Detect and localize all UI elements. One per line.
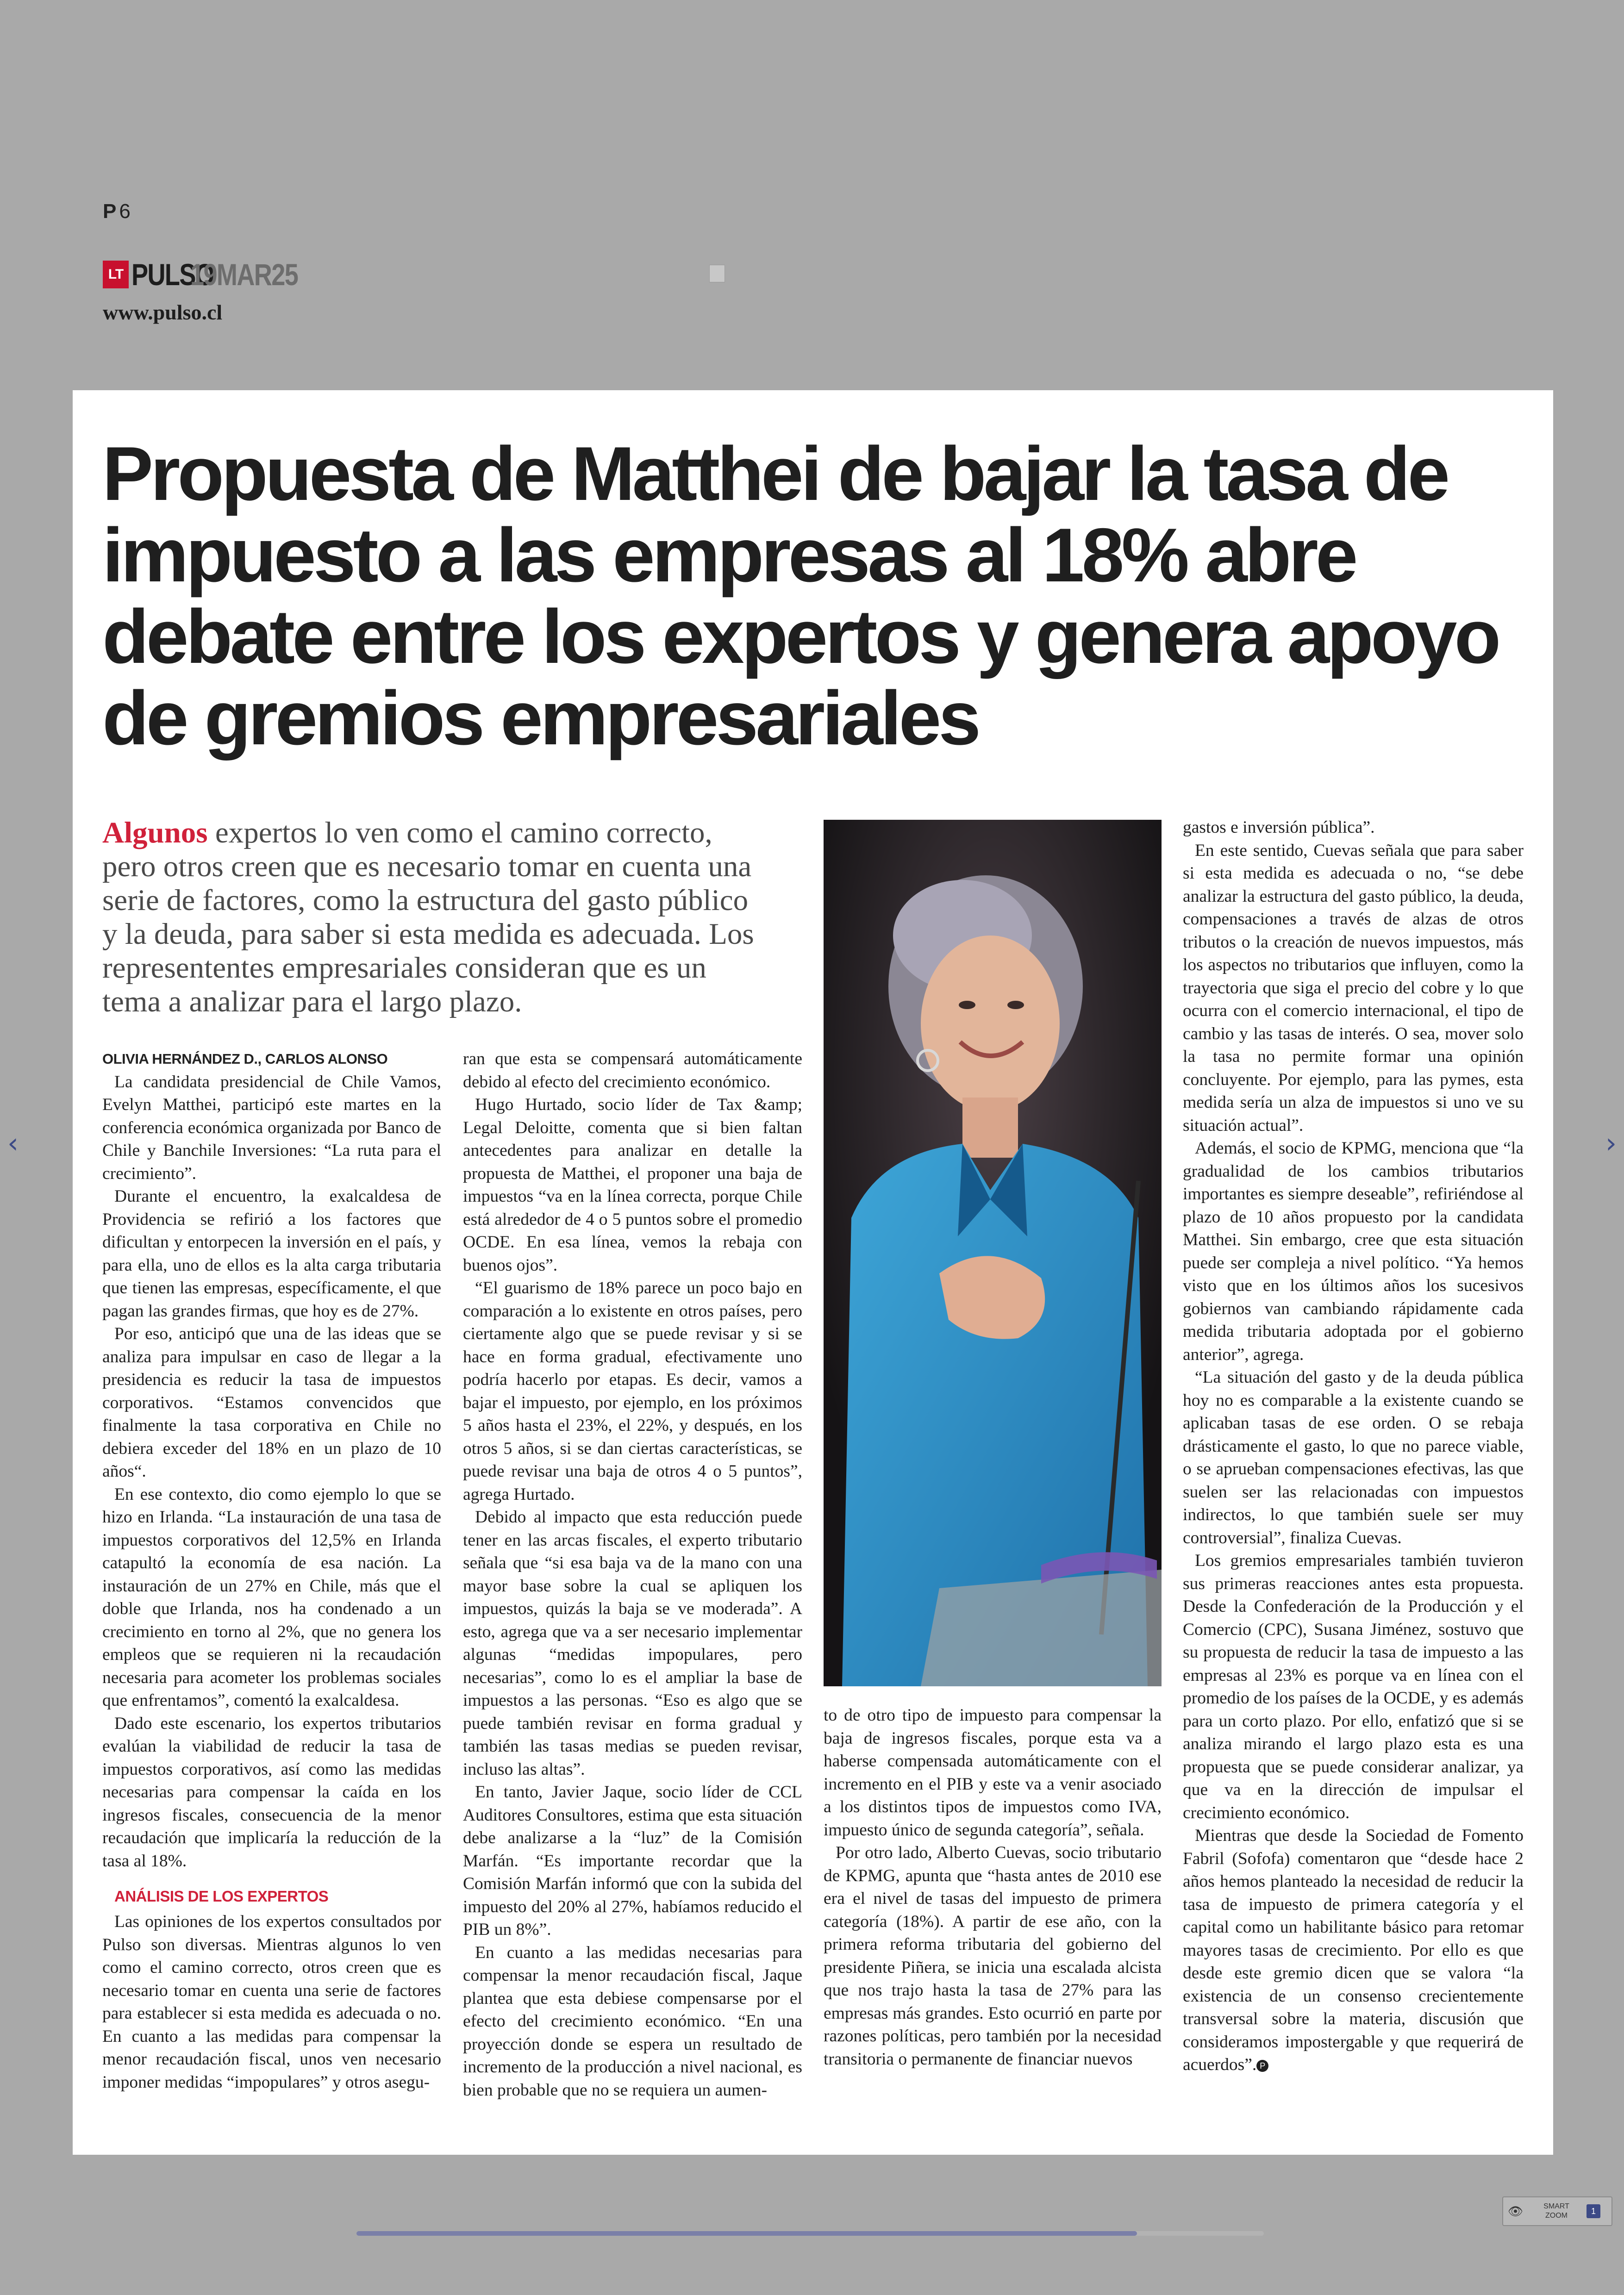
portrait-illustration: [824, 820, 1162, 1686]
section-subhead: ANÁLISIS DE LOS EXPERTOS: [114, 1888, 329, 1905]
byline: OLIVIA HERNÁNDEZ D., CARLOS ALONSO: [102, 1051, 388, 1067]
column-4-paragraph: Mientras que desde la Sociedad de Fomento Fabril (Sofofa) comentaron que “desde hace 2 años hemos planteado la necesidad de reducir la tasa de impuesto de primera categoría y el capital como un habilitante básico para retomar mayores tasas de crecimiento. Por ello es que desde este gremio dicen que se valora “la existencia de un consenso crecientemente transversal sobre la materia, discusión que consideramos impostergable y que requerirá de acuerdos”. P: [1183, 1826, 1524, 2074]
column-2-paragraph: Debido al impacto que esta reducción puede tener en las arcas fiscales, el experto tributario señala que “si esa baja va de la mano con una mayor base sobre la cual se apliquen los impuestos, quizás la baja se ve moderada”. A esto, agrega que va a ser necesario implementar algunas “medidas impopulares, pero necesarias”, como lo es el ampliar la base de impuestos a las personas. “Eso es algo que se puede también revisar en forma gradual y también las tasas medias se pueden revisar, incluso las altas”.: [463, 1508, 802, 1779]
smart-zoom-label: SMART ZOOM: [1543, 2202, 1569, 2220]
lead-first-word: Algunos: [102, 816, 208, 849]
la-tercera-logo: LT: [103, 261, 129, 288]
column-2-paragraph: ran que esta se compensará automáticamente debido al efecto del crecimiento económico.: [463, 1049, 802, 1091]
evelyn-matthei-photo: [824, 820, 1162, 1686]
column-1-paragraph: En ese contexto, dio como ejemplo lo que se hizo en Irlanda. “La instauración de una tasa de impuestos corporativos del 12,5% en Irlanda catapultó la economía de esa nación. La instauración de un 27% en Chile, más que el doble que Irlanda, nos ha condenado a un crecimiento en torno al 2%, que no genera los empleos que se requieren ni la recaudación necesaria para acometer los problemas sociales que enfrentamos”, comentó la exalcaldesa.: [102, 1484, 441, 1710]
next-page-button[interactable]: ›: [1605, 1127, 1617, 1160]
page-number-value: 6: [119, 200, 131, 223]
column-4-paragraph: Los gremios empresariales también tuvieron sus primeras reacciones antes esta propuesta. Desde la Confederación de la Producción y el Comercio (CPC), Susana Jiménez, sostuvo que su propuesta de reducir la tasa de impuesto a las empresas al 23% es porque va en línea con el promedio de los países de la OCDE, y es además para un corto plazo. Por ello, enfatizó que si se analiza mirando el largo plazo esta es una propuesta que se puede considerar analizar, ya que va en la dirección de impulsar el crecimiento económico.: [1183, 1551, 1524, 1822]
headline: Propuesta de Matthei de bajar la tasa de impuesto a las empresas al 18% abre debate entre los expertos y genera apoyo de gremios empresariales: [102, 431, 1499, 761]
publication-date: 19MAR25: [190, 257, 298, 292]
article-column-2: [463, 1048, 802, 2102]
website-link[interactable]: www.pulso.cl: [103, 300, 223, 324]
column-1-paragraph: Por eso, anticipó que una de las ideas que se analiza para impulsar en caso de llegar a la presidencia es reducir la tasa de impuestos corporativos. “Estamos convencidos que finalmente la tasa corporativa en Chile no debiera exceder del 18% en un plazo de 10 años“.: [102, 1324, 441, 1481]
column-4-paragraph: “La situación del gasto y de la deuda pública hoy no es comparable a la existente cuando se aplicaban tasas de ese orden. O se rebaja drásticamente el gasto, lo que no parece viable, o se aprueban compensaciones efectivas, las que suelen ser las relacionadas con impuestos indirectos, lo que también suele ser muy controversial”, finaliza Cuevas.: [1183, 1368, 1524, 1547]
column-3-paragraph: Por otro lado, Alberto Cuevas, socio tributario de KPMG, apunta que “hasta antes de 2010 ese era el nivel de tasas del impuesto de primera categoría (18%). A partir de ese año, con la primera reforma tributaria del gobierno del presidente Piñera, se inicia una escalada alcista que nos trajo hasta la tasa de 27% para las empresas más grandes. Esto ocurrió en parte por razones políticas, pero también por la necesidad transitoria o permanente de financiar nuevos: [824, 1843, 1162, 2069]
publication-name: PULSO: [131, 257, 214, 292]
column-2-paragraph: “El guarismo de 18% parece un poco bajo en comparación a lo existente en otros países, pero ciertamente algo que se puede revisar y si se hace en forma gradual, efectivamente uno podría hacerlo por etapas. Es decir, vamos a bajar el impuesto, por ejemplo, en los próximos 5 años hasta el 23%, el 22%, y después, en los otros 5 años, si se dan ciertas características, se puede revisar una baja de otros 4 o 5 puntos”, agrega Hurtado.: [463, 1278, 802, 1504]
eye-icon: 👁: [1508, 2204, 1524, 2218]
masthead: [103, 258, 322, 291]
end-of-article-icon: P: [1256, 2060, 1268, 2072]
column-4-paragraph: En este sentido, Cuevas señala que para saber si esta medida es adecuada o no, “se debe analizar la estructura del gasto público, la deuda, compensaciones a través de alzas de otros tributos o la creación de nuevos impuestos, más los aspectos no tributarios que influyen, como la trayectoria que siga el precio del cobre y lo que ocurra con el comercio internacional, el tipo de cambio y las tasas de interés. O sea, mover solo la tasa no permite formar una opinión concluyente. Por ejemplo, para las pymes, esta medida sería un alza de impuestos si uno ve su situación actual”.: [1183, 841, 1524, 1135]
column-1-paragraph: Las opiniones de los expertos consultados por Pulso son diversas. Mientras algunos lo ven como el camino correcto, otros creen que es necesario tomar en cuenta una serie de factores para establecer si esta medida es adecuada o no. En cuanto a las medidas para compensar la menor recaudación fiscal, unos ven necesario imponer medidas “impopulares” y otros asegu-: [102, 1912, 441, 2092]
column-1-paragraph: Durante el encuentro, la exalcaldesa de Providencia se refirió a los factores que dificultan y entorpecen la inversión en el país, y para ella, uno de ellos es la alta carga tributaria que tienen las empresas, específicamente, el que pagan las grandes firmas, que hoy es de 27%.: [102, 1187, 441, 1321]
reading-progress-bar[interactable]: [356, 2231, 1264, 2236]
column-2-paragraph: Hugo Hurtado, socio líder de Tax &amp; Legal Deloitte, comenta que si bien faltan antecedentes para analizar en detalle la propuesta de Matthei, el proponer una baja de impuestos “va en la línea correcta, porque Chile está alrededor de 4 o 5 puntos sobre el promedio OCDE. En esa línea, vemos la rebaja con buenos ojos”.: [463, 1095, 802, 1275]
smart-zoom-button[interactable]: [1502, 2196, 1612, 2226]
lead-paragraph: [102, 816, 760, 1019]
page-number: [103, 200, 131, 223]
column-3-paragraph: to de otro tipo de impuesto para compensar la baja de ingresos fiscales, porque esta va a haberse compensada automáticamente con el incremento en el PIB y este va a venir asociado a los distintos tipos de impuestos como IVA, impuesto único de segunda categoría”, señala.: [824, 1706, 1162, 1840]
column-1-paragraph: La candidata presidencial de Chile Vamos, Evelyn Matthei, participó este martes en la conferencia económica organizada por Banco de Chile y Banchile Inversiones: “La ruta para el crecimiento”.: [102, 1072, 441, 1183]
lead-text: expertos lo ven como el camino correcto, pero otros creen que es necesario tomar en cuenta una serie de factores, como la estructura del gasto público y la deuda, para saber si esta medida es adecuada. Los represententes empresariales consideran que es un tema a analizar para el largo plazo.: [102, 816, 754, 1018]
reading-progress-fill: [356, 2231, 1137, 2236]
smart-zoom-badge: 1: [1587, 2204, 1600, 2218]
column-4-paragraph: Además, el socio de KPMG, menciona que “la gradualidad de los cambios tributarios importantes es siempre deseable”, refiriéndose al plazo de 10 años propuesto por la candidata Matthei. Sin embargo, cree que esta situación puede ser compleja a nivel político. “Ya hemos visto que en los últimos años los sucesivos gobiernos van cambiando rápidamente cada medida tributaria adoptada por el gobierno anterior”, agrega.: [1183, 1139, 1524, 1364]
article-page: [73, 390, 1553, 2155]
column-2-paragraph: En cuanto a las medidas necesarias para compensar la menor recaudación fiscal, Jaque plantea que esta debiese compensarse por el efecto del crecimiento económico. “En una proyección donde se espera un resultado de incremento de la producción a nivel nacional, es bien probable que no se requiera un aumen-: [463, 1943, 802, 2100]
column-4-paragraph: gastos e inversión pública”.: [1183, 818, 1375, 837]
column-1-paragraph: Dado este escenario, los expertos tributarios evalúan la viabilidad de reducir la tasa de impuestos corporativos, así como las medidas necesarias para compensar la caída en los ingresos fiscales, consecuencia de la menor recaudación que implicaría la reducción de la tasa al 18%.: [102, 1714, 441, 1871]
article-column-1: [102, 1048, 441, 2094]
article-column-4: [1183, 816, 1524, 2077]
previous-page-button[interactable]: ‹: [7, 1127, 19, 1160]
page-prefix: P: [103, 200, 117, 223]
column-2-paragraph: En tanto, Javier Jaque, socio líder de CCL Auditores Consultores, estima que esta situación debe analizarse a la “luz” de la Comisión Marfán. “Es importante recordar que la Comisión Marfán informó que con la subida del impuesto del 20% al 27%, habíamos reducido el PIB un 8%”.: [463, 1783, 802, 1939]
article-column-3: [824, 1704, 1162, 2070]
page-thumbnail-icon[interactable]: [709, 265, 725, 282]
